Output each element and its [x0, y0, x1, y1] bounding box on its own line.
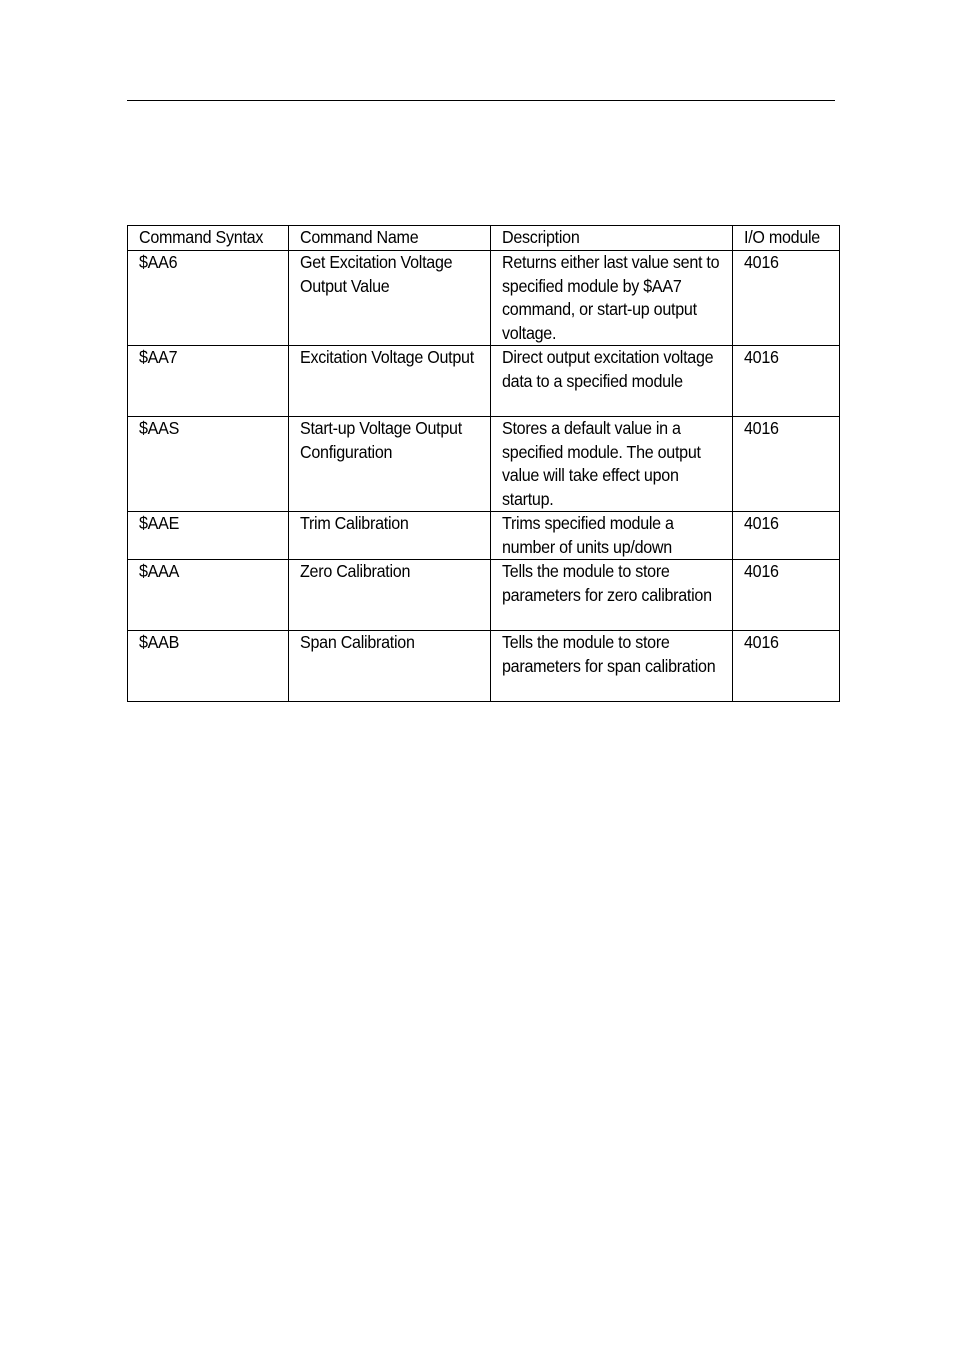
cell-description: Stores a default value in a specified module. The output value will take effect upon startup. — [491, 417, 733, 512]
table-row — [128, 512, 840, 560]
cell-io-module: 4016 — [733, 631, 840, 702]
cell-syntax: $AAE — [128, 512, 289, 560]
table-row — [128, 631, 840, 702]
cell-description: Direct output excitation voltage data to a specified module — [491, 346, 733, 417]
cell-name: Excitation Voltage Output — [289, 346, 491, 417]
cell-syntax: $AA6 — [128, 251, 289, 346]
cell-syntax: $AAS — [128, 417, 289, 512]
command-table — [127, 225, 840, 702]
cell-name: Trim Calibration — [289, 512, 491, 560]
header-io-module: I/O module — [733, 226, 840, 251]
cell-io-module: 4016 — [733, 560, 840, 631]
cell-name: Get Excitation Voltage Output Value — [289, 251, 491, 346]
header-command-name: Command Name — [289, 226, 491, 251]
cell-name: Zero Calibration — [289, 560, 491, 631]
cell-description: Tells the module to store parameters for span calibration — [491, 631, 733, 702]
cell-io-module: 4016 — [733, 417, 840, 512]
cell-syntax: $AAB — [128, 631, 289, 702]
table-row — [128, 346, 840, 417]
cell-description: Tells the module to store parameters for zero calibration — [491, 560, 733, 631]
cell-name: Span Calibration — [289, 631, 491, 702]
cell-name: Start-up Voltage Output Configuration — [289, 417, 491, 512]
cell-io-module: 4016 — [733, 512, 840, 560]
cell-io-module: 4016 — [733, 346, 840, 417]
table-header-row — [128, 226, 840, 251]
cell-description: Trims specified module a number of units up/down — [491, 512, 733, 560]
header-command-syntax: Command Syntax — [128, 226, 289, 251]
table-row — [128, 417, 840, 512]
header-description: Description — [491, 226, 733, 251]
cell-syntax: $AAA — [128, 560, 289, 631]
cell-description: Returns either last value sent to specified module by $AA7 command, or start-up output voltage. — [491, 251, 733, 346]
cell-io-module: 4016 — [733, 251, 840, 346]
header-rule — [127, 100, 835, 101]
table-row — [128, 251, 840, 346]
table-row — [128, 560, 840, 631]
cell-syntax: $AA7 — [128, 346, 289, 417]
